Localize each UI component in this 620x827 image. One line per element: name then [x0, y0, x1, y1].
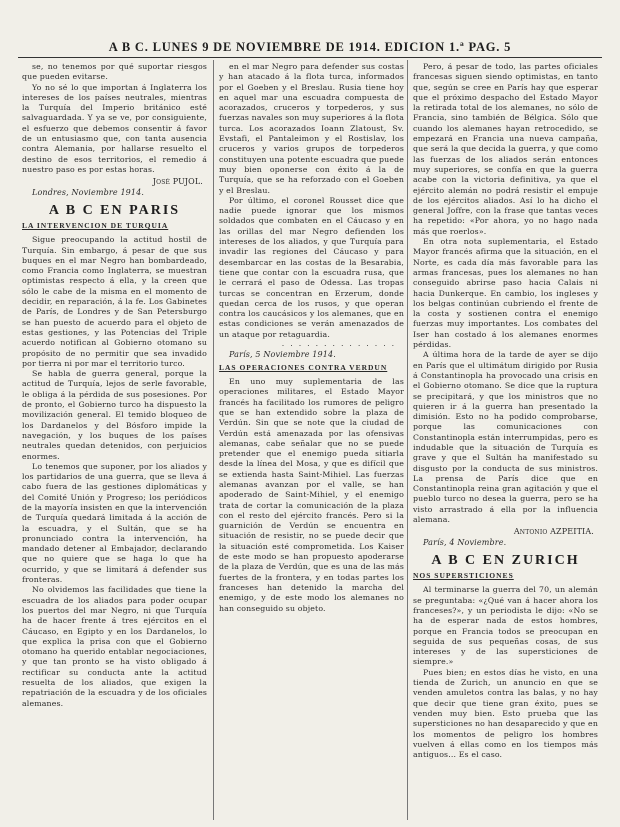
paragraph: A última hora de la tarde de ayer se dijo en París que el ultimátum dirigido por Rusia á Constantinopla ha provocado una crisis en el Gobierno otomano. Se dice que la ruptura se precipitará, y que los ministros que no quieren ir á la guerra han presentado la dimisión. Esto no ha podido comprobarse, porque las comunicaciones con Constantinopla están interrumpidas, pero es indudable que la situación de Turquía es grave y que el Sultán ha manifestado su disgusto por la conducta de sus ministros. La prensa de París dice que en Constantinopla reina gran agitación y que el pueblo turco no desea la guerra, pero se ha visto arrastrado á ella por la influencia alemana. [413, 350, 598, 525]
paragraph: Se habla de guerra general, porque la actitud de Turquía, lejos de serle favorable, le obliga á la pérdida de sus posesiones. Por de pronto, el Gobierno turco ha dispuesto la movilización general. El temido bloqueo de los Dardanelos y del Bósforo impide la navegación, y los buques de los países neutrales quedan detenidos, con perjuicios enormes. [22, 369, 207, 461]
section-subtitle: NOS SUPERSTICIONES [413, 571, 514, 581]
dateline: París, 4 Noviembre. [423, 538, 507, 548]
column-1 [22, 62, 207, 820]
signature: José PUJOL. [152, 177, 203, 187]
paragraph: No olvidemos las facilidades que tiene la escuadra de los aliados para poder ocupar los puertos del mar Negro, ni que Turquía ha de hacer frente á tres ejércitos en el Cáucaso, en Egipto y en los Dardanelos, lo que explica la prisa con que el Gobierno otomano ha querido entablar negociaciones, y que tan pronto se ha visto obligado á rectificar su conducta ante la actitud resuelta de los aliados, que exigen la repatriación de la escuadra y de los oficiales alemanes. [22, 585, 207, 708]
page-header: A B C. LUNES 9 DE NOVIEMBRE DE 1914. EDICION 1.ª PAG. 5 [108, 40, 512, 54]
dateline: París, 5 Noviembre 1914. [229, 350, 336, 360]
paragraph: Yo no sé lo que importan á Inglaterra los intereses de los países neutrales, mientras la Turquía del Imperio británico esté salvaguardada. Y ya se ve, por consiguiente, el esfuerzo que debemos consentir á favor de un entusiasmo que, con tanta ausencia contra Alemania, por hallarse resuelto el destino de esos territorios, el remedio á nuestro paso es por estas horas. [22, 82, 207, 174]
section-title: A B C EN PARIS [48, 203, 181, 219]
paragraph: se, no tenemos por qué suportar riesgos que pueden evitarse. [22, 62, 207, 82]
signature: Antonio AZPEITIA. [513, 527, 594, 537]
column-3 [413, 62, 598, 820]
paragraph: Sigue preocupando la actitud hostil de Turquía. Sin embargo, á pesar de que sus buques en el mar Negro han bombardeado, como Francia como Inglaterra, se muestran optimistas respecto á ella, y la creen que sólo le cabe de la misma en el momento de decidir, en reparación, á la fe. Los Gabinetes de París, de Londres y de San Petersburgo se han puesto de acuerdo para el objeto de estas gestiones, y las Potencias del Triple acuerdo notifican al Gobierno otomano su propósito de no permitir que sea invadido por tierra ni por mar el territorio turco. [22, 235, 207, 368]
paragraph: Lo tenemos que suponer, por los aliados y los partidarios de una guerra, que se lleva á cabo fuera de las gestiones diplomáticas y del Comité Unión y Progreso; los periódicos de la mayoría insisten en que la intervención de Turquía quedará limitada á la acción de la escuadra, y el Sultán, que se ha pronunciado contra la intervención, ha mandado detener al Embajador, declarando que no quiere que se haga lo que ha ocurrido, y que se limitará á defender sus fronteras. [22, 461, 207, 585]
column-divider-1 [213, 60, 214, 820]
paragraph: Pues bien; en estos días he visto, en una tienda de Zurich, un anuncio en que se venden amuletos contra las balas, y no hay que decir que tiene gran éxito, pues se venden muy bien. Esto prueba que las supersticiones no han desaparecido y que en los momentos de peligro los hombres vuelven á ellas como en los tiempos más antiguos... Es el caso. [413, 667, 598, 760]
paragraph: En uno muy suplementaria de las operaciones militares, el Estado Mayor francés ha facilitado los rumores de peligro que se han extendido sobre la plaza de Verdún. Sin que se note que la ciudad de Verdún está amenazada por las ofensivas alemanas, cabe señalar que no se puede pretender que el enemigo pueda sitiarla desde la línea del Mosa, y que es difícil que se extienda hasta Saint-Mihiel. Las fuerzas alemanas avanzan por el valle, se han apoderado de Saint-Mihiel, y el enemigo trata de cortar la comunicación de la plaza con el resto del ejército francés. Pero si la guarnición de Verdún se encuentra en situación de resistir, no se puede decir que la situación esté comprometida. Los Kaiser de este modo se han propuesto apoderarse de la plaza de Verdún, que es una de las más fuertes de la frontera, y en todas partes los franceses han detenido la marcha del enemigo, y de este modo los alemanes no han conseguido su objeto. [219, 377, 404, 613]
header-rule [18, 57, 602, 58]
section-subtitle: LA INTERVENCION DE TURQUIA [22, 221, 169, 231]
paragraph: En otra nota suplementaria, el Estado Mayor francés afirma que la situación, en el Norte, es cada día más favorable para las armas francesas, pues los alemanes no han conseguido abrirse paso hacia Calais ni hacia Dunkerque. En cambio, los ingleses y los belgas continúan cubriendo el frente de la costa y sostienen contra el enemigo fuerzas muy importantes. Los combates del Iser han costado á los alemanes enormes pérdidas. [413, 237, 598, 350]
column-2 [219, 62, 404, 820]
paragraph: en el mar Negro para defender sus costas y han atacado á la flota turca, informados por el Goeben y el Breslau. Rusia tiene hoy en aquel mar una escuadra compuesta de acorazados, cruceros y torpederos, y sus fuerzas navales son muy superiores á la flota turca. Los acorazados Ioann Zlatoust, Sv. Evstafi, el Pantaleimon y el Rostislav, los cruceros y varios grupos de torpederos constituyen una potente escuadra que puede muy bien oponerse con éxito á la de Turquía, que se ha reforzado con el Goeben y el Breslau. [219, 62, 404, 195]
separator-dots: . . . . . . . . . . . . . . [281, 340, 396, 349]
paragraph: Por último, el coronel Rousset dice que nadie puede ignorar que los mismos soldados que combaten en el Cáucaso y en las orillas del mar Negro defienden los intereses de los aliados, y que Turquía para invadir las regiones del Cáucaso y para desembarcar en las costas de la Besarabia, tiene que contar con la escuadra rusa, que le cerrará el paso de Odessa. Las tropas turcas se concentran en Erzerum, donde quedan cerca de los rusos, y que operan contra los caucásicos y los alemanes, que en estas condiciones se verán amenazados de un ataque por retaguardia. [219, 195, 404, 339]
paragraph: Al terminarse la guerra del 70, un alemán se preguntaba: «¿Qué van á hacer ahora los franceses?», y un periodista le dijo: «No se ha de esperar nada de estos hombres, porque en Francia todos se preocupan en seguida de sus pequeñas cosas, de sus intereses y de las supersticiones de siempre.» [413, 585, 598, 667]
section-title: A B C EN ZURICH [431, 553, 580, 569]
paragraph: Pero, á pesar de todo, las partes oficiales francesas siguen siendo optimistas, en tanto que, según se cree en París hay que esperar que el próximo despacho del Estado Mayor la retirada total de los alemanes, no sólo de Francia, sino también de Bélgica. Sólo que cuando los alemanes hayan retrocedido, se empezará en Francia una nueva campaña, que será la que decida la guerra, y que como las fuerzas de los aliados serán entonces muy superiores, se confía en que la guerra acabe con la victoria definitiva, ya que el ejército alemán no podrá resistir el empuje de los ejércitos aliados. Así lo ha dicho el general Joffre, con la frase que tantas veces ha repetido: «Por ahora, yo no hago nada más que roerlos». [413, 62, 598, 236]
section-subtitle: LAS OPERACIONES CONTRA VERDUN [219, 363, 388, 373]
column-divider-2 [407, 60, 408, 820]
dateline: Londres, Noviembre 1914. [32, 188, 145, 198]
